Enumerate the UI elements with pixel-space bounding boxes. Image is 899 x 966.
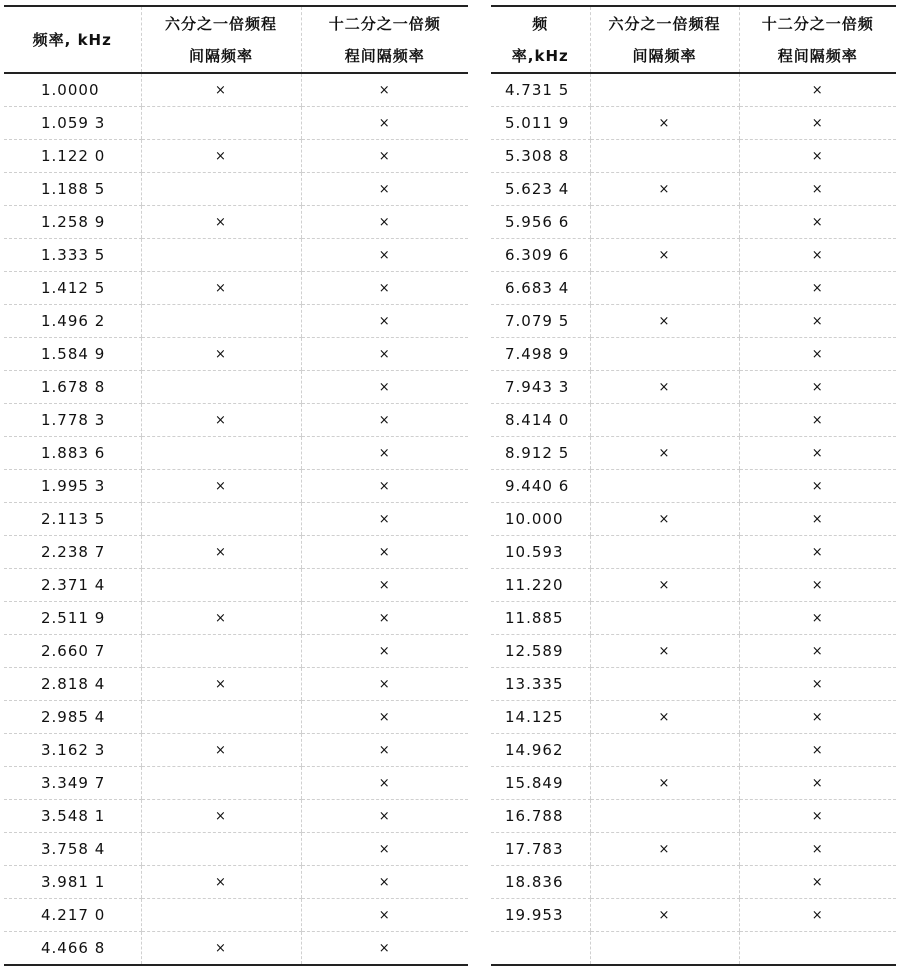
twelfth-octave-mark: × bbox=[301, 107, 468, 140]
frequency-cell: 1.883 6 bbox=[4, 437, 141, 470]
frequency-cell: 13.335 bbox=[491, 668, 590, 701]
twelfth-octave-mark: × bbox=[739, 569, 896, 602]
frequency-cell: 1.496 2 bbox=[4, 305, 141, 338]
sixth-octave-mark bbox=[590, 272, 739, 305]
table-row bbox=[491, 932, 896, 966]
sixth-octave-mark: × bbox=[590, 173, 739, 206]
table-row bbox=[491, 767, 896, 800]
frequency-cell: 3.758 4 bbox=[4, 833, 141, 866]
table-row bbox=[491, 305, 896, 338]
twelfth-octave-mark: × bbox=[739, 338, 896, 371]
header-line: 程间隔频率 bbox=[344, 46, 425, 65]
twelfth-octave-mark: × bbox=[739, 800, 896, 833]
sixth-octave-mark bbox=[141, 239, 301, 272]
frequency-cell: 10.000 bbox=[491, 503, 590, 536]
table-row bbox=[4, 734, 468, 767]
sixth-octave-mark bbox=[141, 569, 301, 602]
table-row bbox=[491, 800, 896, 833]
left-header-freq bbox=[4, 6, 141, 73]
frequency-cell: 2.511 9 bbox=[4, 602, 141, 635]
twelfth-octave-mark bbox=[739, 932, 896, 966]
twelfth-octave-mark: × bbox=[301, 470, 468, 503]
frequency-cell: 4.466 8 bbox=[4, 932, 141, 966]
table-row bbox=[4, 800, 468, 833]
frequency-cell: 1.258 9 bbox=[4, 206, 141, 239]
frequency-cell: 3.162 3 bbox=[4, 734, 141, 767]
table-row bbox=[4, 767, 468, 800]
sixth-octave-mark bbox=[590, 206, 739, 239]
sixth-octave-mark: × bbox=[590, 701, 739, 734]
twelfth-octave-mark: × bbox=[301, 272, 468, 305]
table-row bbox=[491, 635, 896, 668]
table-row bbox=[4, 668, 468, 701]
frequency-cell: 2.985 4 bbox=[4, 701, 141, 734]
table-row bbox=[4, 536, 468, 569]
table-row bbox=[491, 833, 896, 866]
frequency-cell: 11.885 bbox=[491, 602, 590, 635]
sixth-octave-mark bbox=[590, 800, 739, 833]
twelfth-octave-mark: × bbox=[301, 932, 468, 966]
table-row bbox=[4, 635, 468, 668]
twelfth-octave-mark: × bbox=[301, 767, 468, 800]
frequency-cell: 5.623 4 bbox=[491, 173, 590, 206]
sixth-octave-mark bbox=[590, 866, 739, 899]
sixth-octave-mark: × bbox=[590, 833, 739, 866]
table-row bbox=[491, 701, 896, 734]
table-row bbox=[491, 899, 896, 932]
sixth-octave-mark bbox=[590, 404, 739, 437]
sixth-octave-mark: × bbox=[590, 107, 739, 140]
frequency-cell: 1.778 3 bbox=[4, 404, 141, 437]
twelfth-octave-mark: × bbox=[739, 866, 896, 899]
twelfth-octave-mark: × bbox=[301, 899, 468, 932]
frequency-cell: 8.912 5 bbox=[491, 437, 590, 470]
twelfth-octave-mark: × bbox=[739, 833, 896, 866]
twelfth-octave-mark: × bbox=[301, 668, 468, 701]
sixth-octave-mark: × bbox=[141, 602, 301, 635]
table-row bbox=[491, 602, 896, 635]
sixth-octave-mark bbox=[590, 668, 739, 701]
frequency-cell: 2.238 7 bbox=[4, 536, 141, 569]
sixth-octave-mark: × bbox=[590, 305, 739, 338]
twelfth-octave-mark: × bbox=[301, 404, 468, 437]
twelfth-octave-mark: × bbox=[739, 107, 896, 140]
table-row bbox=[4, 140, 468, 173]
twelfth-octave-mark: × bbox=[301, 701, 468, 734]
header-line: 间隔频率 bbox=[188, 46, 253, 65]
frequency-cell: 12.589 bbox=[491, 635, 590, 668]
twelfth-octave-mark: × bbox=[301, 305, 468, 338]
header-line: 率,kHz bbox=[511, 46, 569, 65]
table-row bbox=[491, 536, 896, 569]
table-row bbox=[491, 107, 896, 140]
table-row bbox=[4, 272, 468, 305]
sixth-octave-mark: × bbox=[590, 503, 739, 536]
twelfth-octave-mark: × bbox=[301, 173, 468, 206]
twelfth-octave-mark: × bbox=[739, 767, 896, 800]
table-row bbox=[491, 371, 896, 404]
twelfth-octave-mark: × bbox=[739, 437, 896, 470]
table-row bbox=[4, 206, 468, 239]
table-row bbox=[4, 338, 468, 371]
twelfth-octave-mark: × bbox=[301, 338, 468, 371]
table-row bbox=[491, 668, 896, 701]
sixth-octave-mark: × bbox=[590, 767, 739, 800]
frequency-cell: 1.333 5 bbox=[4, 239, 141, 272]
twelfth-octave-mark: × bbox=[739, 536, 896, 569]
sixth-octave-mark bbox=[590, 338, 739, 371]
twelfth-octave-mark: × bbox=[739, 503, 896, 536]
header-line: 十二分之一倍频 bbox=[761, 14, 874, 33]
twelfth-octave-mark: × bbox=[301, 734, 468, 767]
twelfth-octave-mark: × bbox=[739, 899, 896, 932]
sixth-octave-mark: × bbox=[141, 668, 301, 701]
right-header-row bbox=[491, 6, 896, 73]
table-row bbox=[491, 206, 896, 239]
header-line: 十二分之一倍频 bbox=[328, 14, 441, 33]
frequency-cell: 1.122 0 bbox=[4, 140, 141, 173]
sixth-octave-mark: × bbox=[141, 404, 301, 437]
sixth-octave-mark: × bbox=[590, 371, 739, 404]
twelfth-octave-mark: × bbox=[301, 73, 468, 107]
table-row bbox=[4, 569, 468, 602]
frequency-cell: 4.217 0 bbox=[4, 899, 141, 932]
table-row bbox=[491, 734, 896, 767]
frequency-cell: 7.943 3 bbox=[491, 371, 590, 404]
twelfth-octave-mark: × bbox=[301, 206, 468, 239]
frequency-cell: 10.593 bbox=[491, 536, 590, 569]
twelfth-octave-mark: × bbox=[739, 140, 896, 173]
twelfth-octave-mark: × bbox=[301, 569, 468, 602]
frequency-cell: 1.0000 bbox=[4, 73, 141, 107]
twelfth-octave-mark: × bbox=[301, 866, 468, 899]
frequency-cell: 11.220 bbox=[491, 569, 590, 602]
frequency-cell: 14.962 bbox=[491, 734, 590, 767]
table-row bbox=[491, 73, 896, 107]
frequency-cell: 5.308 8 bbox=[491, 140, 590, 173]
table-row bbox=[491, 140, 896, 173]
frequency-cell: 14.125 bbox=[491, 701, 590, 734]
table-row bbox=[4, 107, 468, 140]
table-row bbox=[4, 899, 468, 932]
sixth-octave-mark bbox=[590, 73, 739, 107]
right-table-body bbox=[491, 73, 896, 965]
sixth-octave-mark bbox=[141, 107, 301, 140]
sixth-octave-mark bbox=[141, 767, 301, 800]
frequency-cell: 6.683 4 bbox=[491, 272, 590, 305]
sixth-octave-mark: × bbox=[590, 635, 739, 668]
table-row bbox=[491, 272, 896, 305]
table-row bbox=[491, 437, 896, 470]
table-row bbox=[491, 404, 896, 437]
sixth-octave-mark: × bbox=[141, 536, 301, 569]
header-line: 频率, kHz bbox=[32, 30, 112, 49]
frequency-cell: 19.953 bbox=[491, 899, 590, 932]
frequency-cell: 3.548 1 bbox=[4, 800, 141, 833]
sixth-octave-mark: × bbox=[590, 437, 739, 470]
sixth-octave-mark: × bbox=[141, 470, 301, 503]
twelfth-octave-mark: × bbox=[301, 503, 468, 536]
twelfth-octave-mark: × bbox=[739, 404, 896, 437]
twelfth-octave-mark: × bbox=[739, 371, 896, 404]
frequency-cell: 2.371 4 bbox=[4, 569, 141, 602]
left-header-twelfth-octave bbox=[301, 6, 468, 73]
twelfth-octave-mark: × bbox=[301, 536, 468, 569]
sixth-octave-mark bbox=[141, 173, 301, 206]
twelfth-octave-mark: × bbox=[301, 140, 468, 173]
sixth-octave-mark: × bbox=[141, 932, 301, 966]
table-row bbox=[491, 338, 896, 371]
sixth-octave-mark: × bbox=[141, 73, 301, 107]
twelfth-octave-mark: × bbox=[739, 701, 896, 734]
frequency-cell: 6.309 6 bbox=[491, 239, 590, 272]
frequency-cell: 5.956 6 bbox=[491, 206, 590, 239]
table-row bbox=[491, 866, 896, 899]
frequency-cell: 5.011 9 bbox=[491, 107, 590, 140]
sixth-octave-mark bbox=[141, 305, 301, 338]
right-header-freq bbox=[491, 6, 590, 73]
twelfth-octave-mark: × bbox=[739, 239, 896, 272]
twelfth-octave-mark: × bbox=[739, 272, 896, 305]
sixth-octave-mark: × bbox=[141, 206, 301, 239]
twelfth-octave-mark: × bbox=[301, 800, 468, 833]
frequency-cell: 7.498 9 bbox=[491, 338, 590, 371]
table-row bbox=[4, 371, 468, 404]
table-row bbox=[4, 437, 468, 470]
frequency-cell: 9.440 6 bbox=[491, 470, 590, 503]
sixth-octave-mark: × bbox=[141, 338, 301, 371]
table-row bbox=[491, 239, 896, 272]
table-row bbox=[4, 404, 468, 437]
frequency-cell: 8.414 0 bbox=[491, 404, 590, 437]
table-row bbox=[4, 73, 468, 107]
right-frequency-table bbox=[491, 5, 896, 966]
table-row bbox=[4, 503, 468, 536]
sixth-octave-mark: × bbox=[590, 569, 739, 602]
frequency-cell: 1.059 3 bbox=[4, 107, 141, 140]
sixth-octave-mark: × bbox=[141, 800, 301, 833]
sixth-octave-mark bbox=[141, 899, 301, 932]
frequency-cell: 1.584 9 bbox=[4, 338, 141, 371]
twelfth-octave-mark: × bbox=[301, 833, 468, 866]
table-row bbox=[4, 833, 468, 866]
frequency-cell: 1.995 3 bbox=[4, 470, 141, 503]
table-row bbox=[4, 932, 468, 966]
header-line: 频 bbox=[532, 14, 549, 33]
sixth-octave-mark bbox=[141, 371, 301, 404]
sixth-octave-mark: × bbox=[141, 272, 301, 305]
table-row bbox=[4, 701, 468, 734]
table-row bbox=[4, 305, 468, 338]
frequency-cell: 2.818 4 bbox=[4, 668, 141, 701]
table-row bbox=[4, 173, 468, 206]
table-row bbox=[4, 866, 468, 899]
table-row bbox=[491, 470, 896, 503]
twelfth-octave-mark: × bbox=[301, 602, 468, 635]
header-line: 程间隔频率 bbox=[777, 46, 858, 65]
sixth-octave-mark: × bbox=[141, 866, 301, 899]
sixth-octave-mark bbox=[141, 701, 301, 734]
frequency-cell bbox=[491, 932, 590, 966]
left-table-body bbox=[4, 73, 468, 965]
sixth-octave-mark: × bbox=[141, 734, 301, 767]
left-header-sixth-octave bbox=[141, 6, 301, 73]
table-row bbox=[4, 602, 468, 635]
twelfth-octave-mark: × bbox=[739, 206, 896, 239]
frequency-cell: 3.981 1 bbox=[4, 866, 141, 899]
frequency-tables bbox=[4, 5, 896, 966]
twelfth-octave-mark: × bbox=[301, 437, 468, 470]
table-row bbox=[491, 569, 896, 602]
twelfth-octave-mark: × bbox=[301, 635, 468, 668]
sixth-octave-mark bbox=[590, 536, 739, 569]
twelfth-octave-mark: × bbox=[301, 239, 468, 272]
table-row bbox=[491, 173, 896, 206]
frequency-cell: 2.113 5 bbox=[4, 503, 141, 536]
sixth-octave-mark bbox=[590, 734, 739, 767]
table-row bbox=[4, 239, 468, 272]
twelfth-octave-mark: × bbox=[739, 305, 896, 338]
sixth-octave-mark: × bbox=[590, 899, 739, 932]
frequency-cell: 18.836 bbox=[491, 866, 590, 899]
right-header-sixth-octave bbox=[590, 6, 739, 73]
frequency-cell: 1.188 5 bbox=[4, 173, 141, 206]
table-row bbox=[491, 503, 896, 536]
frequency-cell: 1.678 8 bbox=[4, 371, 141, 404]
frequency-cell: 3.349 7 bbox=[4, 767, 141, 800]
frequency-cell: 2.660 7 bbox=[4, 635, 141, 668]
sixth-octave-mark bbox=[590, 602, 739, 635]
frequency-cell: 16.788 bbox=[491, 800, 590, 833]
frequency-cell: 4.731 5 bbox=[491, 73, 590, 107]
sixth-octave-mark bbox=[141, 635, 301, 668]
table-gap bbox=[468, 5, 491, 966]
sixth-octave-mark bbox=[141, 437, 301, 470]
twelfth-octave-mark: × bbox=[739, 602, 896, 635]
sixth-octave-mark: × bbox=[141, 140, 301, 173]
frequency-cell: 7.079 5 bbox=[491, 305, 590, 338]
sixth-octave-mark bbox=[590, 470, 739, 503]
twelfth-octave-mark: × bbox=[739, 173, 896, 206]
header-line: 间隔频率 bbox=[632, 46, 697, 65]
twelfth-octave-mark: × bbox=[739, 470, 896, 503]
header-line: 六分之一倍频程 bbox=[164, 14, 277, 33]
twelfth-octave-mark: × bbox=[739, 668, 896, 701]
frequency-cell: 17.783 bbox=[491, 833, 590, 866]
table-row bbox=[4, 470, 468, 503]
frequency-cell: 15.849 bbox=[491, 767, 590, 800]
twelfth-octave-mark: × bbox=[739, 73, 896, 107]
left-header-row bbox=[4, 6, 468, 73]
sixth-octave-mark: × bbox=[590, 239, 739, 272]
sixth-octave-mark bbox=[590, 932, 739, 966]
left-frequency-table bbox=[4, 5, 468, 966]
twelfth-octave-mark: × bbox=[739, 734, 896, 767]
sixth-octave-mark bbox=[141, 503, 301, 536]
header-line: 六分之一倍频程 bbox=[608, 14, 721, 33]
sixth-octave-mark bbox=[590, 140, 739, 173]
right-header-twelfth-octave bbox=[739, 6, 896, 73]
frequency-cell: 1.412 5 bbox=[4, 272, 141, 305]
twelfth-octave-mark: × bbox=[301, 371, 468, 404]
twelfth-octave-mark: × bbox=[739, 635, 896, 668]
sixth-octave-mark bbox=[141, 833, 301, 866]
